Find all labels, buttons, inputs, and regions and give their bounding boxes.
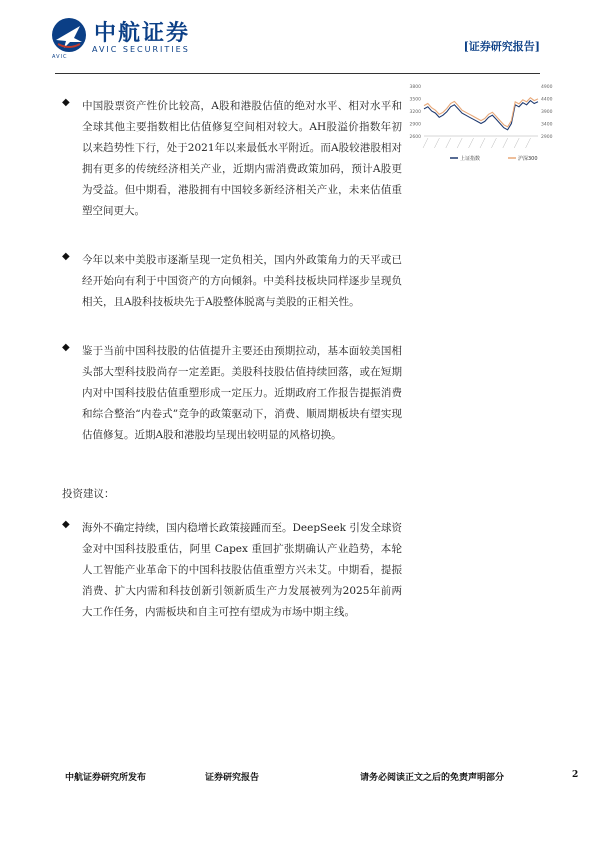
page-footer — [0, 770, 595, 790]
x-tick-mark — [503, 138, 508, 148]
x-tick-mark — [514, 138, 519, 148]
right-axis-tick-label: 4400 — [541, 97, 553, 103]
right-axis-tick-label: 3400 — [541, 122, 553, 128]
left-axis-tick-label: 3500 — [409, 97, 421, 103]
bullet-text: 今年以来中美股市逐渐呈现一定负相关，国内外政策角力的天平或已经开始向有利于中国资产的方向倾斜。中美科技板块同样逐步呈现负相关，且A股科技板块先于A股整体脱离与美股的正相关性。 — [82, 254, 402, 308]
bullet-text: 鉴于当前中国科技股的估值提升主要还由预期拉动，基本面较美国相头部大型科技股尚存一定差距。美股科技股估值持续回落，或在短期内对中国科技股估值重塑形成一定压力。近期政府工作报告提振消费和综合整治“内卷式”竞争的政策驱动下，消费、顺周期板块有望实现估值修复。近期A股和港股均呈现出较明显的风格切换。 — [82, 345, 402, 441]
bullet-item — [62, 341, 402, 446]
page-number: 2 — [572, 770, 579, 780]
right-axis-tick-label: 2900 — [541, 135, 553, 140]
page-header — [0, 0, 595, 80]
bullet-item — [62, 250, 402, 313]
diamond-bullet-icon: ◆ — [62, 519, 70, 530]
footer-publisher: 中航证券研究所发布 — [65, 773, 147, 783]
series-line — [424, 98, 538, 127]
x-tick-mark — [423, 138, 428, 148]
x-tick-mark — [434, 138, 439, 148]
bullet-text: 中国股票资产性价比较高，A股和港股估值的绝对水平、相对水平和全球其他主要指数相比估值修复空间相对较大。AH股溢价指数年初以来趋势性下行，处于2021年以来最低水平附近。而A股较港股相对拥有更多的传统经济相关产业，近期内需消费政策加码，预计A股更为受益。但中期看，港股拥有中国较多新经济相关产业，未来估值重塑空间更大。 — [82, 100, 402, 217]
series-line — [424, 101, 538, 130]
logo-chinese-name: 中航证券 — [94, 21, 191, 46]
right-axis-tick-label: 3900 — [541, 110, 553, 115]
diamond-bullet-icon: ◆ — [62, 342, 70, 353]
index-line-chart — [398, 78, 563, 170]
legend-label: 沪深300 — [518, 156, 538, 162]
summary-bullets — [62, 96, 402, 474]
x-tick-mark — [491, 138, 496, 148]
logo-avic-text: AVIC — [52, 54, 68, 60]
bullet-text: 海外不确定持续，国内稳增长政策接踵而至。DeepSeek 引发全球资金对中国科技股重估，阿里 Capex 重回扩张期确认产业趋势，本轮人工智能产业革命下的中国科技股估值重塑方兴未艾。中期看，提振消费、扩大内需和科技创新引领新质生产力发展被列为2025年前两大工作任务，内需板块和自主可控有望成为市场中期主线。 — [82, 522, 402, 618]
plane-logo-icon — [50, 16, 88, 54]
investment-advice-heading: 投资建议： — [62, 488, 115, 500]
bullet-item — [62, 96, 402, 222]
x-tick-mark — [469, 138, 474, 148]
report-type-label: [证券研究报告] — [463, 40, 540, 53]
company-logo — [50, 16, 210, 60]
left-axis-tick-label: 3200 — [409, 110, 421, 115]
bullet-item — [62, 518, 402, 623]
x-tick-mark — [526, 138, 531, 148]
legend-label: 上证指数 — [460, 156, 481, 162]
left-axis-tick-label: 2600 — [409, 135, 421, 140]
x-tick-mark — [480, 138, 485, 148]
left-axis-tick-label: 3800 — [409, 85, 421, 90]
x-tick-mark — [457, 138, 462, 148]
logo-english-name: AVIC SECURITIES — [92, 45, 190, 54]
right-axis-tick-label: 4900 — [541, 85, 553, 90]
investment-advice — [62, 518, 402, 651]
left-axis-tick-label: 2900 — [409, 122, 421, 128]
diamond-bullet-icon: ◆ — [62, 97, 70, 108]
header-divider — [55, 73, 540, 74]
footer-disclaimer: 请务必阅读正文之后的免责声明部分 — [360, 773, 505, 783]
diamond-bullet-icon: ◆ — [62, 251, 70, 262]
x-tick-mark — [446, 138, 451, 148]
footer-report-type: 证券研究报告 — [205, 773, 260, 783]
